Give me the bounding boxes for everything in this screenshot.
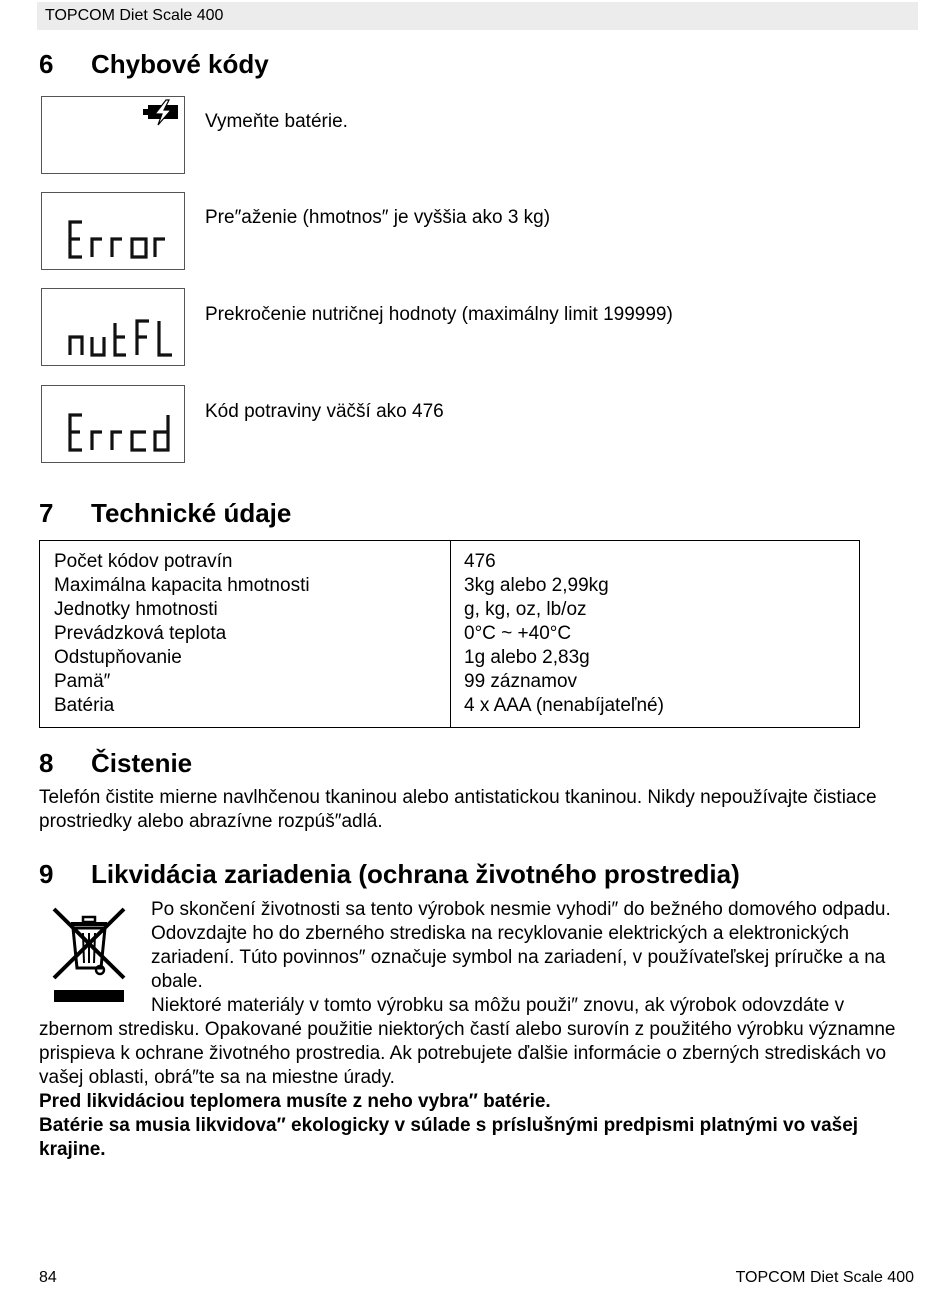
page-number: 84	[39, 1269, 57, 1286]
spec-label: Počet kódov potravín	[54, 551, 233, 572]
spec-value: g, kg, oz, lb/oz	[464, 599, 587, 620]
text-line: prostriedky alebo abrazívne rozpúš″adlá.	[39, 811, 383, 832]
section-title: Chybové kódy	[91, 49, 269, 79]
spec-values	[464, 550, 664, 718]
spec-label: Batéria	[54, 695, 115, 716]
table-divider	[450, 541, 451, 727]
battery-icon	[42, 97, 186, 175]
section-number: 8	[39, 748, 54, 778]
spec-label: Maximálna kapacita hmotnosti	[54, 575, 310, 596]
spec-value: 99 záznamov	[464, 671, 578, 692]
section-number: 6	[39, 49, 54, 79]
section-number: 9	[39, 859, 54, 889]
section-title: Likvidácia zariadenia (ochrana životného prostredia)	[91, 859, 740, 889]
text-line: Po skončení životnosti sa tento výrobok nesmie vyhodi″ do bežného domového odpadu.	[151, 899, 891, 920]
lcd-nutfl-code	[42, 289, 186, 367]
spec-value: 1g alebo 2,83g	[464, 647, 590, 668]
text-line: Telefón čistite mierne navlhčenou tkaninou alebo antistatickou tkaninou. Nikdy nepoužívajte čistiace	[39, 787, 877, 808]
lcd-error-code	[42, 193, 186, 271]
spec-label: Odstupňovanie	[54, 647, 182, 668]
running-header	[37, 2, 918, 30]
spec-labels	[54, 550, 310, 718]
section-title: Technické údaje	[91, 498, 292, 528]
lcd-nutfl-display	[41, 288, 185, 366]
text-line: zbernom stredisku. Opakované použitie niektorých častí alebo surovín z použitého výrobku významne	[39, 1019, 896, 1040]
spec-value: 476	[464, 551, 496, 572]
bold-line: krajine.	[39, 1139, 106, 1160]
lcd-battery-display	[41, 96, 185, 174]
footer-title: TOPCOM Diet Scale 400	[735, 1269, 914, 1286]
error-text: Pre″aženie (hmotnos″ je vyššia ako 3 kg)	[205, 207, 551, 228]
error-text: Kód potraviny väčší ako 476	[205, 401, 444, 422]
text-line: zariadení. Túto povinnos″ označuje symbol na zariadení, v používateľskej príručke a na	[151, 947, 886, 968]
section-number: 7	[39, 498, 54, 528]
bold-line: Pred likvidáciou teplomera musíte z neho vybra″ batérie.	[39, 1091, 551, 1112]
bold-line: Batérie sa musia likvidova″ ekologicky v súlade s príslušnými predpismi platnými vo vašej	[39, 1115, 859, 1136]
lcd-errcd-code	[42, 386, 186, 464]
text-line: Niektoré materiály v tomto výrobku sa môžu použi″ znovu, ak výrobok odovzdáte v	[151, 995, 845, 1016]
spec-label: Jednotky hmotnosti	[54, 599, 218, 620]
lcd-errcd-display	[41, 385, 185, 463]
spec-label: Pamä″	[54, 671, 111, 692]
disposal-indented-text	[151, 898, 891, 1018]
spec-value: 4 x AAA (nenabíjateľné)	[464, 695, 664, 716]
error-text: Vymeňte batérie.	[205, 111, 348, 132]
spec-label: Prevádzková teplota	[54, 623, 227, 644]
error-text: Prekročenie nutričnej hodnoty (maximálny limit 199999)	[205, 304, 673, 325]
header-title: TOPCOM Diet Scale 400	[45, 7, 224, 24]
cleaning-paragraph	[39, 786, 877, 834]
section-title: Čistenie	[91, 748, 193, 778]
spec-value: 0°C ~ +40°C	[464, 623, 572, 644]
disposal-full-text	[39, 1018, 896, 1162]
lcd-error-display	[41, 192, 185, 270]
spec-value: 3kg alebo 2,99kg	[464, 575, 609, 596]
text-line: obale.	[151, 971, 203, 992]
spec-table	[39, 540, 860, 728]
text-line: vašej oblasti, obrá″te sa na miestne úrady.	[39, 1067, 395, 1088]
weee-crossed-bin-icon	[50, 906, 128, 1004]
text-line: prispieva k ochrane životného prostredia. Ak potrebujete ďalšie informácie o zberných strediskách vo	[39, 1043, 887, 1064]
text-line: Odovzdajte ho do zberného strediska na recyklovanie elektrických a elektronických	[151, 923, 850, 944]
